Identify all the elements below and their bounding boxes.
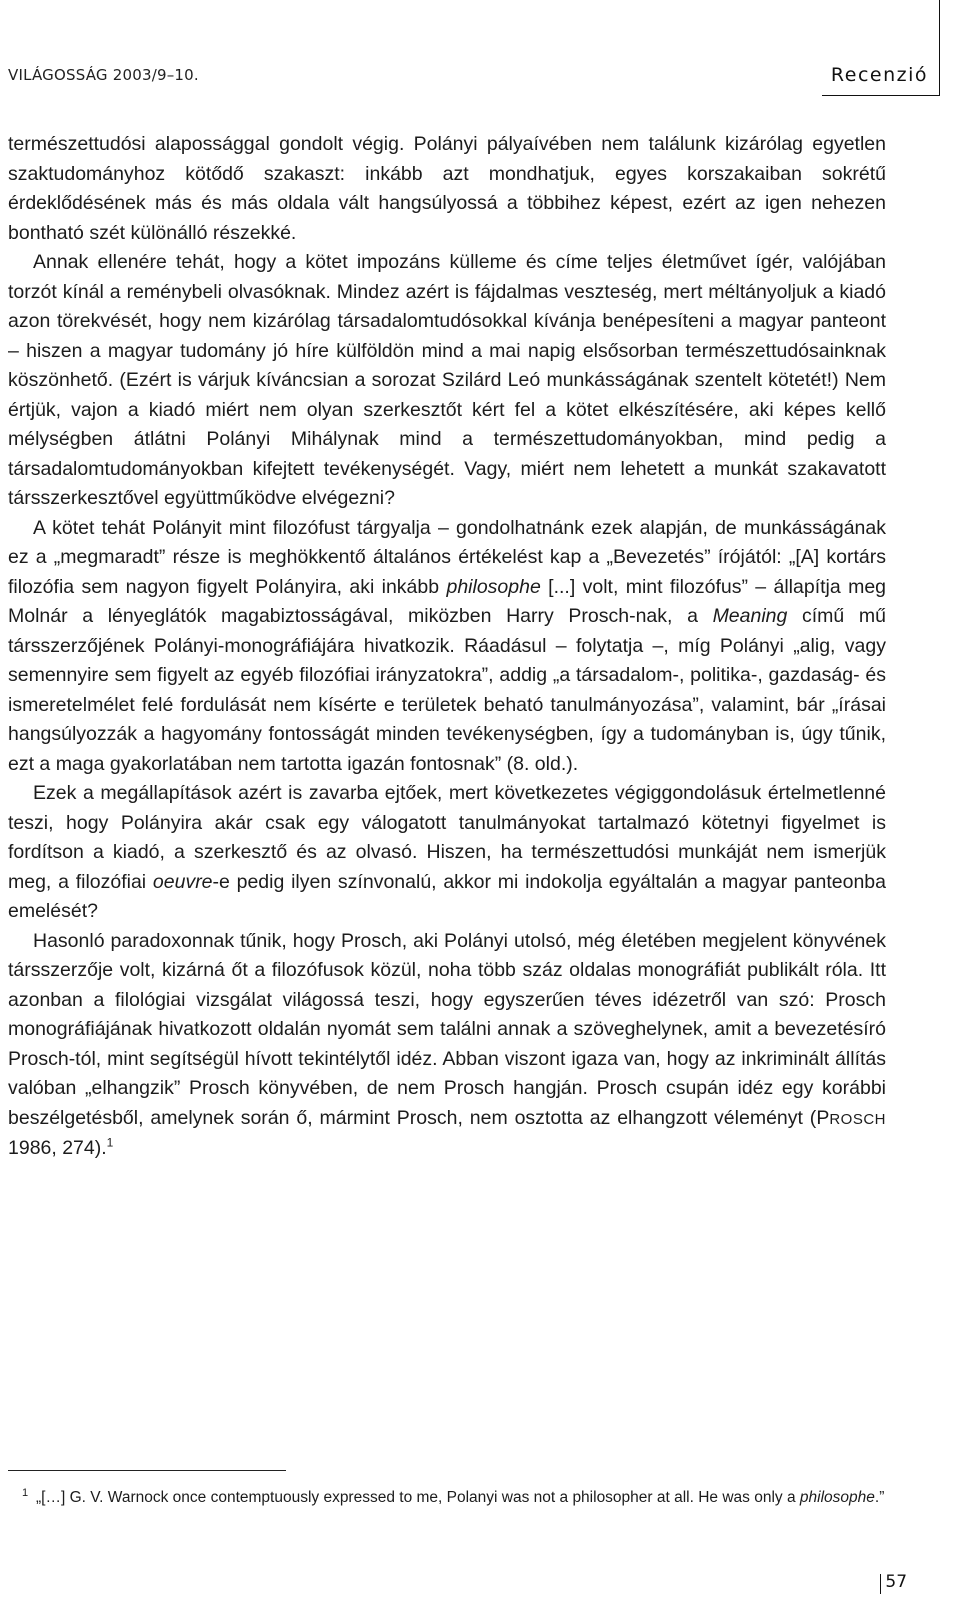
paragraph-1 — [8, 130, 886, 248]
citation-initial: P — [816, 1106, 830, 1129]
footnote-text-end: .” — [874, 1489, 885, 1506]
footnote-text: „[…] G. V. Warnock once contemptuously expressed to me, Polanyi was not a philosopher at all. He was only a — [36, 1489, 796, 1506]
journal-header: VILÁGOSSÁG 2003/9–10. — [8, 66, 199, 84]
paragraph-2-text: Annak ellenére tehát, hogy a kötet impozáns külleme és címe teljes életművet ígér, valójában torzót kínál a reménybeli olvasóknak. Mindez azért is fájdalmas veszteség, mert méltányoljuk a kiadó azon törekvését, hogy nem kizárólag társadalomtudósokkal kívánja benépesíteni a magyar panteont – hiszen a magyar tudomány jó híre külföldön mind a mai napig elsősorban természettudósainknak köszönhető. (Ezért is várjuk kíváncsian a sorozat Szilárd Leó munkásságának szentelt kötetét!) Nem értjük, vajon a kiadó miért nem olyan szerkesztőt kért fel a kötet elkészítésére, aki képes kellő mélységben átlátni Polányi Mihálynak mind a természettudományokban, mind pedig a társadalomtudományokban kifejtett tevékenységét. Vagy, miért nem lehetett a munkát szakavatott társszerkesztővel együttműködve elvégezni? — [8, 251, 886, 509]
paragraph-3-text-a: A kötet tehát Polányit mint filozófust tárgyalja – gondolhatnánk ezek alapján, de munkásságának ez a „megmaradt” része is meghökkentő általános értékelést kap a „Bevezetés” írójától: „[A] kortárs filozófia sem nagyon figyelt Polányira, aki inkább — [8, 516, 886, 598]
italic-philosophe: philosophe — [446, 575, 541, 598]
paragraph-3-text-b: [...] volt, mint filozófus” – állapítja meg Molnár a lényeglátók magabiztosságával, miközben Harry Prosch-nak, a — [8, 575, 887, 627]
header-rule — [822, 95, 940, 96]
paragraph-4-text-a: Ezek a megállapítások azért is zavarba ejtőek, mert következetes végiggondolásuk értelmetlenné teszi, hogy Polányira akár csak egy válogatott tanulmányokat tartalmazó kötetnyi figyelmet is fordítson a kiadó, a szerkesztő és az olvasó. Hiszen, ha természettudósi munkáját nem ismerjük meg, a filozófiai — [8, 782, 886, 893]
paragraph-5-text-b: 1986, 274). — [8, 1137, 107, 1159]
paragraph-4 — [8, 779, 886, 927]
citation-smallcaps: ROSCH — [829, 1110, 886, 1128]
italic-meaning: Meaning — [712, 605, 788, 627]
paragraph-4-text-b: -e pedig ilyen színvonalú, akkor mi indokolja egyáltalán a magyar panteonba emelését? — [8, 870, 887, 922]
paragraph-3-text-c: című mű társszerzőjének Polányi-monográfiájára hivatkozik. Ráadásul – folytatja –, míg Polányi „alig, vagy semennyire sem figyelt az egyéb filozófiai irányzatokra”, addig „a társadalom-, politika-, gazdaság- és ismeretelmélet felé fordulását nem kísérte e területek beható tanulmányozása”, valamint, bár „írásai hangsúlyozzák a hagyomány fontosságát minden tevékenységben, így a tudományban is, úgy tűnik, ezt a maga gyakorlatában nem tartotta igazán fontosnak” (8. old.). — [8, 605, 886, 775]
paragraph-5-text-a: Hasonló paradoxonnak tűnik, hogy Prosch, aki Polányi utolsó, még életében megjelent könyvének társszerzője volt, kizárná őt a filozófusok közül, noha több száz oldalas monográfiát publikált róla. Itt azonban a filológiai vizsgálat világossá teszi, hogy egyszerűen téves idézetről van szó: Prosch monográfiájának hivatkozott oldalán nyomát sem találni annak a szöveghelynek, amit a bevezetésíró Prosch-tól, mint segítségül hívott tekintélytől idéz. Abban viszont igaza van, hogy az inkriminált állítás valóban „elhangzik” Prosch könyvében, de nem Prosch hangján. Prosch csupán idéz egy korábbi beszélgetésből, amelynek során ő, mármint Prosch, nem osztotta az elhangzott véleményt ( — [8, 929, 886, 1129]
header-rule-vertical — [939, 0, 940, 96]
page-number-value: 57 — [885, 1572, 908, 1592]
citation-author — [816, 1107, 886, 1129]
page-number — [880, 1572, 907, 1592]
paragraph-3 — [8, 514, 886, 780]
paragraph-2 — [8, 248, 886, 514]
footnote-number: 1 — [22, 1487, 29, 1499]
article-body — [8, 130, 886, 1164]
paragraph-1-text: természettudósi alapossággal gondolt végig. Polányi pályaívében nem találunk kizárólag egyetlen szaktudományhoz kötődő szakaszt: inkább azt mondhatjuk, egyes korszakaiban sokrétű érdeklődésének más és más oldala vált hangsúlyossá a többihez képest, ezért az igen nehezen bontható szét különálló részekké. — [8, 133, 886, 244]
italic-oeuvre: oeuvre — [152, 870, 213, 893]
footnote-rule — [8, 1470, 286, 1471]
paragraph-5 — [8, 927, 886, 1164]
section-title: Recenzió — [830, 64, 928, 86]
footnote-italic: philosophe — [799, 1489, 875, 1506]
footnote — [22, 1487, 896, 1509]
footnote-reference[interactable]: 1 — [106, 1135, 114, 1150]
